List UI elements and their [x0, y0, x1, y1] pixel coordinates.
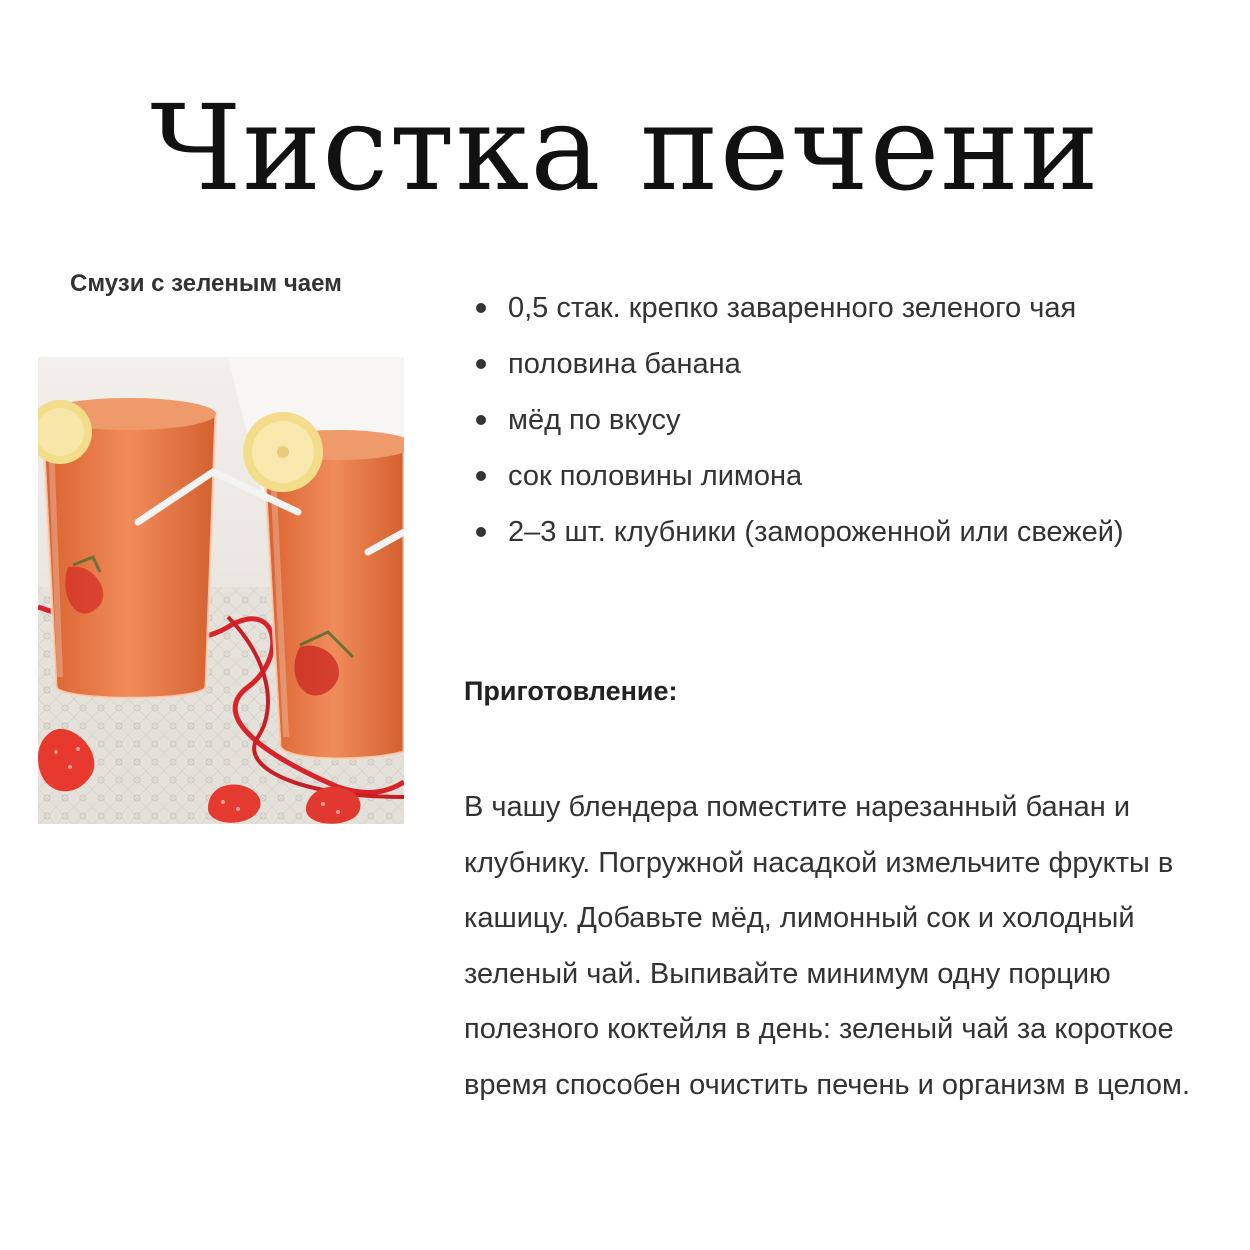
smoothie-glasses-illustration — [38, 357, 404, 824]
preparation-text: В чашу блендера поместите нарезанный банан и клубнику. Погружной насадкой измельчите фрукты в кашицу. Добавьте мёд, лимонный сок и холодный зеленый чай. Выпивайте минимум одну порцию полезного коктейля в день: зеленый чай за короткое время способен очистить печень и организм в целом. — [464, 791, 1191, 1101]
ingredient-item: сок половины лимона — [470, 448, 1210, 504]
ingredient-item: 2–3 шт. клубники (замороженной или свежей) — [470, 504, 1210, 560]
ingredient-item: мёд по вкусу — [470, 392, 1210, 448]
ingredients-list — [470, 280, 1210, 560]
smoothie-photo — [38, 357, 404, 824]
page-title: Чистка печени — [150, 79, 1100, 217]
recipe-subtitle: Смузи с зеленым чаем — [70, 270, 342, 297]
preparation-heading: Приготовление: — [464, 676, 678, 706]
ingredient-item: половина банана — [470, 336, 1210, 392]
ingredient-item: 0,5 стак. крепко заваренного зеленого чая — [470, 280, 1210, 336]
